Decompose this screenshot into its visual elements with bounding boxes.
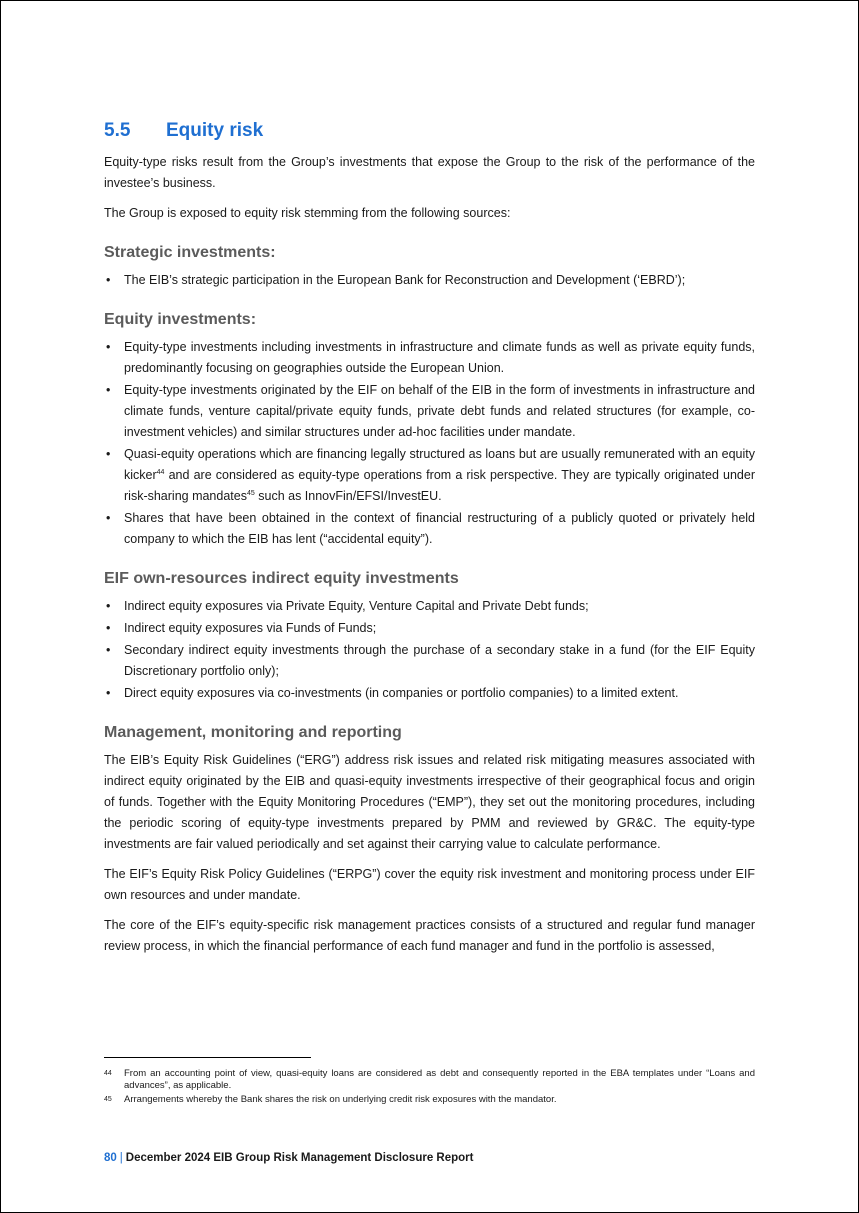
equity-list — [104, 337, 755, 550]
strategic-list — [104, 270, 755, 291]
intro-paragraph-1: Equity-type risks result from the Group’s investments that expose the Group to the risk of the performance of the investee’s business. — [104, 155, 755, 190]
footnote-divider — [104, 1057, 311, 1058]
bullet: • — [106, 599, 111, 613]
list-item: • Secondary indirect equity investments through the purchase of a secondary stake in a fund (for the EIF Equity Discretionary portfolio only); — [104, 640, 755, 682]
bullet: • — [106, 511, 111, 525]
eif-heading: EIF own-resources indirect equity investments — [104, 570, 459, 587]
footnotes — [104, 1068, 755, 1108]
footer-title: December 2024 EIB Group Risk Management Disclosure Report — [125, 1152, 474, 1164]
eif-list — [104, 596, 755, 704]
management-paragraph-2: The EIF’s Equity Risk Policy Guidelines (“ERPG”) cover the equity risk investment and monitoring process under EIF own resources and under mandate. — [104, 867, 755, 902]
footnote-45 — [104, 1094, 755, 1106]
footnote-ref-45[interactable]: 45 — [246, 489, 255, 497]
bullet: • — [106, 686, 111, 700]
footnote-text: From an accounting point of view, quasi-equity loans are considered as debt and consequently reported in the EBA templates under “Loans and advances”, as applicable. — [124, 1068, 755, 1091]
bullet: • — [106, 643, 111, 657]
list-item: • The EIB’s strategic participation in the European Bank for Reconstruction and Development (‘EBRD’); — [104, 270, 755, 291]
strategic-heading: Strategic investments: — [104, 244, 276, 261]
bullet: • — [106, 340, 111, 354]
footnote-number: 45 — [104, 1096, 112, 1103]
list-item: • Indirect equity exposures via Funds of Funds; — [104, 618, 755, 639]
footnote-44 — [104, 1068, 755, 1092]
footnote-text: Arrangements whereby the Bank shares the risk on underlying credit risk exposures with the mandator. — [124, 1094, 557, 1105]
list-item: • Quasi-equity operations which are financing legally structured as loans but are usually remunerated with an equity kicker$^{44}$ and are considered as equity-type operations from a risk perspective. They are typically originated under risk-sharing mandates$^{45}$ such as InnovFin/EFSI/InvestEU. — [104, 444, 755, 507]
page-number: 80 — [104, 1152, 117, 1164]
page-content — [104, 120, 755, 966]
list-item: • Shares that have been obtained in the context of financial restructuring of a publicly quoted or privately held company to which the EIB has lent (“accidental equity”). — [104, 508, 755, 550]
footer-separator: | — [119, 1152, 123, 1164]
equity-heading: Equity investments: — [104, 311, 257, 328]
intro-paragraph-2: The Group is exposed to equity risk stemming from the following sources: — [104, 206, 511, 220]
bullet: • — [106, 621, 111, 635]
management-paragraph-3: The core of the EIF’s equity-specific risk management practices consists of a structured and regular fund manager review process, in which the financial performance of each fund manager and fund in the portfolio is assessed, — [104, 918, 755, 953]
management-paragraph-1: The EIB’s Equity Risk Guidelines (“ERG”) address risk issues and related risk mitigating measures associated with indirect equity originated by the EIB and quasi-equity investments irrespective of their geographical focus and origin of funds. Together with the Equity Monitoring Procedures (“EMP”), they set out the monitoring procedures, including the periodic scoring of equity-type investments prepared by PMM and reviewed by GR&C. The equity-type investments are fair valued periodically and set against their carrying value to calculate performance. — [104, 753, 755, 851]
list-item: • Equity-type investments including investments in infrastructure and climate funds as well as private equity funds, predominantly focusing on geographies outside the European Union. — [104, 337, 755, 379]
bullet: • — [106, 447, 111, 461]
list-item: • Direct equity exposures via co-investments (in companies or portfolio companies) to a limited extent. — [104, 683, 755, 704]
list-item: • Indirect equity exposures via Private Equity, Venture Capital and Private Debt funds; — [104, 596, 755, 617]
footnote-number: 44 — [104, 1070, 112, 1077]
footnote-ref-44[interactable]: 44 — [156, 468, 165, 476]
bullet: • — [106, 273, 111, 287]
section-title: Equity risk — [166, 120, 264, 141]
page-footer — [104, 1152, 473, 1164]
section-number: 5.5 — [104, 120, 131, 141]
management-heading: Management, monitoring and reporting — [104, 724, 402, 741]
bullet: • — [106, 383, 111, 397]
section-heading — [104, 120, 755, 142]
list-item: • Equity-type investments originated by the EIF on behalf of the EIB in the form of investments in infrastructure and climate funds, venture capital/private equity funds, private debt funds and related structures (for example, co-investment vehicles) and similar structures under ad-hoc facilities under mandate. — [104, 380, 755, 443]
